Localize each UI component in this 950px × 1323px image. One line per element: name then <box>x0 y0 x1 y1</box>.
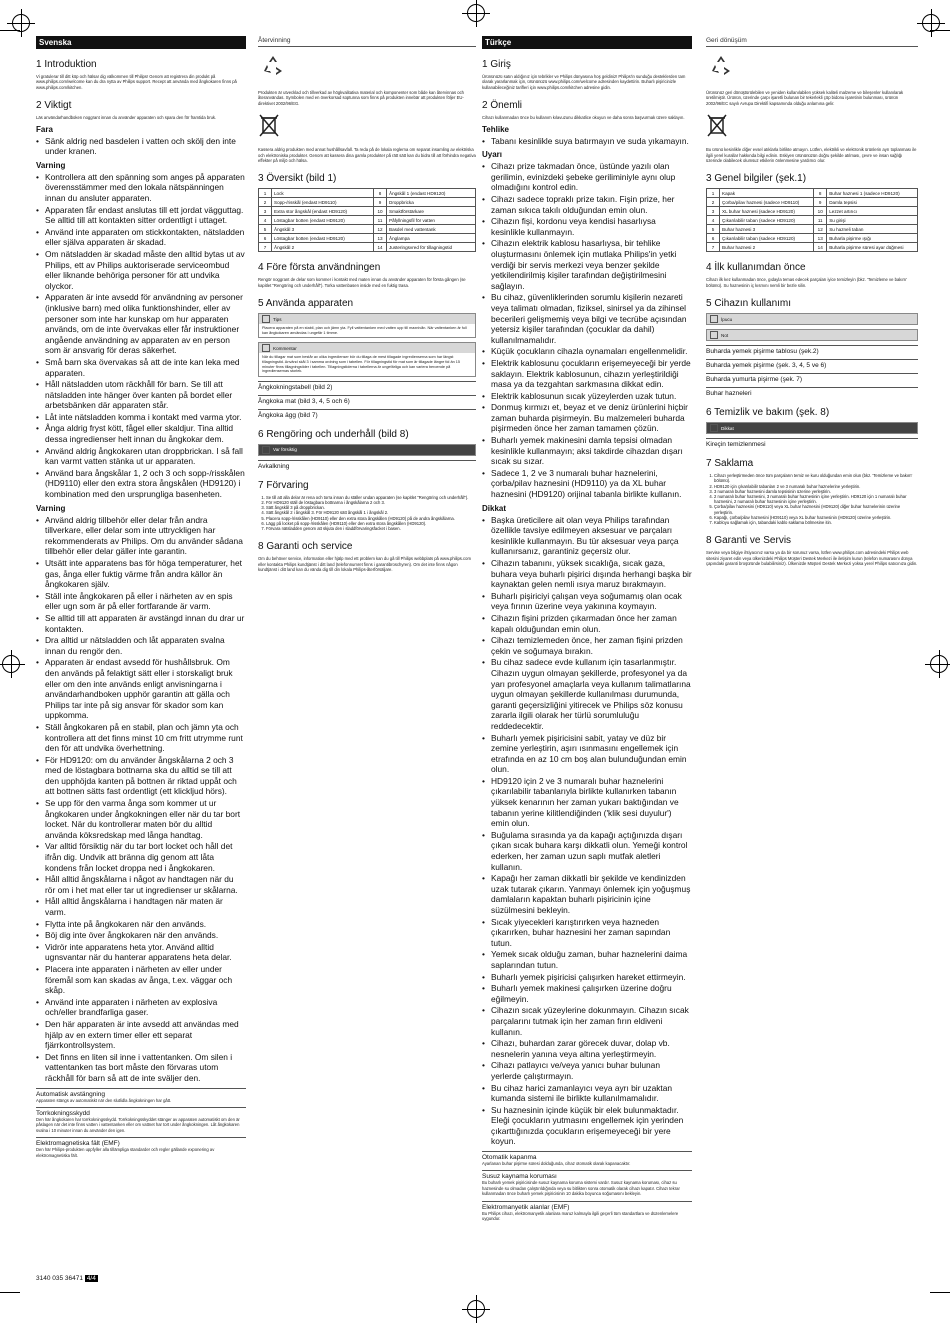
list-item: • För HD9120: om du använder ångskålarna 2 och 3 med de löstagbara bottnarna ska du alltid se till att den upphöjda kanten på bottnen är riktad uppåt och att bottnen sätts fast ordentligt (ett klickljud hörs). <box>36 755 246 797</box>
list-item: • Använd bara ångskålar 1, 2 och 3 och sopp-/risskålen (HD9110) eller den extra stora ångskålen (HD9120) i kombination med den ursprungliga basenheten. <box>36 468 246 500</box>
comment-label: Kommentar <box>273 345 297 351</box>
caution-list <box>482 515 692 1147</box>
list-item: • Kapağı her zaman dikkatli bir şekilde ve kendinizden uzak tutarak çıkarın. Yanmayı önlemek için yoğuşmuş damlaların kapaktan buharlı pişiricinin içine süzülmesini bekleyin. <box>482 873 692 915</box>
tip-label: İpucu <box>721 316 733 322</box>
emf-heading: Elektromanyetik alanlar (EMF) <box>482 1201 692 1211</box>
crop-mark <box>930 1292 950 1293</box>
list-item: • Buharlı yemek makinesi çalışırken üzerine doğru eğilmeyin. <box>482 983 692 1004</box>
list-item: • Buharlı yemek pişiricisi çalışırken hareket ettirmeyin. <box>482 972 692 983</box>
emf-heading: Elektromagnetiska fält (EMF) <box>36 1137 246 1147</box>
crop-mark <box>0 30 20 31</box>
caution-list <box>36 515 246 1084</box>
storage-steps <box>706 473 918 525</box>
danger-list <box>36 136 246 157</box>
section-using-title: 5 Cihazın kullanımı <box>706 298 792 310</box>
list-item: • Cihazı, buhardan zarar görecek duvar, dolap vb. nesnelerin yanına veya altına yerleştirmeyin. <box>482 1038 692 1059</box>
note-label: Not <box>721 332 729 338</box>
caution-heading: Dikkat <box>482 503 507 513</box>
steaming-food-heading: Ångkoka mat (bild 3, 4, 5 och 6) <box>258 395 476 405</box>
list-item: • Buharlı yemek pişiricisini sabit, yatay ve düz bir zemine yerleştirin, aşırı ısınmasını engellemek için etrafında en az 10 cm boş alan bulunduğundan emin olun. <box>482 733 692 775</box>
section-before-first-use-title: 4 İlk kullanımdan önce <box>706 262 806 274</box>
list-item: • Håll nätsladden utom räckhåll för barn. Se till att nätsladden inte hänger över kanten på bordet eller arbetsbänken där apparaten står. <box>36 379 246 411</box>
language-header-swedish: Svenska <box>36 36 246 49</box>
list-item: • Elektrik kablosunu çocukların erişemeyeceği bir yerde saklayın. Elektrik kablosunun, cihazın yerleştirildiği masa ya da tezgahtan sarkmasına dikkat edin. <box>482 358 692 390</box>
section-storage-title: 7 Saklama <box>706 458 754 470</box>
table-row: 1 Lock 8 Ångskål 1 (endast HD9120) <box>259 189 476 198</box>
list-item: • Använd aldrig ångkokaren utan droppbrickan. I så fall kan varmt vatten stänka ut ur apparaten. <box>36 446 246 467</box>
list-item: • Cihazın tabanını, yüksek sıcaklığa, sıcak gaza, buhara veya buharlı pişirici dışında herhangi başka bir kaynaktan gelen nemli ısıya maruz bırakmayın. <box>482 558 692 590</box>
list-item: • Vidrör inte apparatens heta ytor. Använd alltid ugnsvantar när du hanterar apparatens heta delar. <box>36 942 246 963</box>
list-item: • Elektrik kablosunun sıcak yüzeylerden uzak tutun. <box>482 391 692 402</box>
section-before-first-use-title: 4 Före första användningen <box>258 262 381 274</box>
steam-baskets-heading: Buhar hazneleri <box>706 387 918 397</box>
list-item: 2. För HD9120 ställ de löstagbara bottnarna i ångskålarna 2 och 3. <box>266 500 476 505</box>
comment-text: När du tillagar mat som består av olika ingredienser bör du tillaga de mest tillagade ingredienserna som har längst tillagningstid. Använd skål 3 i samma ordning som i tabellen. För tillagningstid för mat som är tillagade längre tid än 15 minuter finns tillagningstider i tabellen. Tillagningstiderna i tabellerna är ungefärliga och kan variera beroende på ingrediensernas storlek. <box>262 355 460 374</box>
table-row: 2 Sopp-/risskål (endast HD9110) 9 Droppbricka <box>259 198 476 207</box>
crop-mark <box>0 1292 20 1293</box>
list-item: 2. HD9120 için çıkarılabilir tabanları 2 ve 3 numaralı buhar haznelerine yerleştirin. <box>714 484 918 489</box>
list-item: • Apparaten får endast anslutas till ett jordat vägguttag. Se alltid till att kontakten sitter ordentligt i uttaget. <box>36 205 246 226</box>
list-item: 5. Çorba/pilav haznesini (HD9110) veya XL buhar haznesini (HD9120) diğer buhar haznelerinin üzerine yerleştirin. <box>714 504 918 514</box>
table-row: 3 Extra stor ångskål (endast HD9120) 10 Smaktförstärkare <box>259 207 476 216</box>
list-item: • Det finns en liten sil inne i vattentanken. Om silen i vattentanken tas bort måste den förvaras utom räckhåll för barn så att de inte sväljer den. <box>36 1052 246 1084</box>
warning-list <box>36 172 246 500</box>
list-item: • Små barn ska övervakas så att de inte kan leka med apparaten. <box>36 357 246 378</box>
tip-box <box>258 313 476 338</box>
section-guarantee-text: Servise veya bilgiye ihtiyacınız varsa ya da bir sorunuz varsa, lütfen www.philips.com adresindeki Philips web sitesini ziyaret edin veya ülkenizdeki Philips Müşteri Destek Merkezi ile iletişim kurun (telefon numarasını dünya çapındaki garanti broşüründe bulabilirsiniz). Ülkenizde Müşteri Destek Merkezi yoksa yerel Philips satıcınıza gidin. <box>706 550 918 567</box>
steaming-eggs-heading: Buharda yumurta pişirme (şek. 7) <box>706 373 918 383</box>
overview-glossary-table <box>706 188 918 252</box>
registration-mark-bottom-center <box>467 1300 485 1318</box>
tip-text: Placera apparaten på en stabil, plan och jämn yta. Fyll vattentanken med vatten upp till maxnivån. När vattentanken är full kan ångkokaren användas i ungefär 1 timme. <box>262 326 467 335</box>
list-item: • Cihazı sadece topraklı prize takın. Fişin prize, her zaman sıkıca takılı olduğundan emin olun. <box>482 194 692 215</box>
warning-icon <box>262 446 270 454</box>
list-item: 5. Placera sopp-/risskålen (HD9110) eller den extra stora ångskålen (HD9120) på de andra ångskålarna. <box>266 516 476 521</box>
list-item: • Om nätsladden är skadad måste den alltid bytas ut av Philips, ett av Philips auktoriserade serviceombud eller liknande behöriga personer för att undvika olyckor. <box>36 249 246 291</box>
list-item: 7. Kabloyu sağlamak için, tabandaki kablo saklama bölmesine itin. <box>714 520 918 525</box>
list-item: • Flytta inte på ångkokaren när den används. <box>36 919 246 930</box>
steaming-food-heading: Buharda yemek pişirme (şek. 3, 4, 5 ve 6) <box>706 359 918 369</box>
tip-label: Tips <box>273 316 282 322</box>
list-item: • Bu cihaz harici zamanlayıcı veya ayrı bir uzaktan kumanda sistemi ile birlikte kullanılmamalıdır. <box>482 1083 692 1104</box>
environment-header: Återvinning <box>258 36 476 47</box>
recycle-icon <box>260 53 286 79</box>
list-item: • Apparaten är inte avsedd för användning av personer (inklusive barn) med olika funktionshinder, eller av personer som inte har kunskap om hur apparaten används, om de inte övervakas eller får instruktioner angående användning av apparaten av en person som är ansvarig för deras säkerhet. <box>36 292 246 356</box>
document-footer <box>36 1275 98 1282</box>
section-introduction-text: Ürününüzü satın aldığınız için tebrikler ve Philips dünyasına hoş geldiniz! Philips'in sunduğu desteklerden tam olarak yararlanmak için, ürününüzü www.philips.com/welcome adresinden kaydettirin. Buharlı pişiricinizle kullanabileceğiniz tarifleri için www.philips.com/kitchen adresine gidin. <box>482 74 686 90</box>
dry-boil-text: Bu buharlı yemek pişiricisinde susuz kaynama koruma sistemi vardır. Susuz kaynama koruması, cihaz su haznesinde su olmadan çalıştırıldığında veya su bitlikten sonra otomatik olarak cihazı kapatır. Cihazı tekrar kullanmadan önce buharlı yemek pişiricisinin 10 dakika boyunca soğumasını bekleyin. <box>482 1180 680 1197</box>
recycle-text-2: Kassera aldrig produkten med annat hushållsavfall. Ta reda på de lokala reglerna om separat insamling av elektriska och elektroniska produkter. Genom att kassera dina gamla produkter på rätt sätt kan du bidra till att förhindra negativa effekter på miljö och hälsa. <box>258 147 476 164</box>
list-item: • Sänk aldrig ned basdelen i vatten och skölj den inte under kranen. <box>36 136 246 157</box>
list-item: • Başka üreticilere ait olan veya Philips tarafından özellikle tavsiye edilmeyen aksesuar ve parçaları kesinlikle kullanmayın. Bu tür aksesuar veya parça kullanırsanız, garantiniz geçersiz olur. <box>482 515 692 557</box>
list-item: • Sıcak yiyecekleri karıştırırken veya hazneden çıkarırken, buhar haznesini her zaman sapından tutun. <box>482 917 692 949</box>
section-cleaning-title: 6 Temizlik ve bakım (şek. 8) <box>706 407 830 419</box>
list-item: • Cihazı patlayıcı ve/veya yanıcı buhar bulunan yerlerde çalıştırmayın. <box>482 1060 692 1081</box>
table-row: 7 Ångskål 2 14 Justeringsvred för tillagningstid <box>259 243 476 252</box>
section-important-title: 2 Viktigt <box>36 100 72 112</box>
table-row: 6 Çıkarılabilir taban (sadece HD9120) 13 Buharla pişirme ışığı <box>707 234 918 243</box>
section-introduction-text: Vi gratulerar till ditt köp och hälsar dig välkommen till Philips! Genom att registrera din produkt på www.philips.com/welcome kan du dra nytta av Philips support. Recept att använda med ångkokaren finns på www.philips.com/kitchen. <box>36 74 237 90</box>
section-storage-title: 7 Förvaring <box>258 479 309 491</box>
section-guarantee-text: Om du behöver service, information eller hjälp med ett problem kan du gå till Philips webbplats på www.philips.com eller kontakta Philips kundtjänst i ditt land (telefonnumret finns i garantibroschyren). Om det inte finns någon kundtjänst i ditt land kan du vända dig till din lokala Philips-återförsäljare. <box>258 556 471 573</box>
emf-text: Bu Philips cihazı, elektromanyetik alanlara maruz kalmayla ilgili geçerli tüm standartlara ve düzenlemelere uygundur. <box>482 1210 679 1222</box>
section-cleaning-title: 6 Rengöring och underhåll (bild 8) <box>258 428 409 440</box>
registration-mark-left <box>2 655 20 673</box>
list-item: • Apparaten är endast avsedd för hushållsbruk. Om den används på felaktigt sätt eller i storskaligt bruk eller om den inte används enligt anvisningarna i användarhandboken upphör garantin att gälla och Philips tar inte på sig ansvar för skador som kan uppkomma. <box>36 657 246 721</box>
list-item: 6. Lägg på locket på sopp-/risskålen (HD9110) eller den extra stora ångskålen (HD9120). <box>266 521 476 526</box>
table-row: 4 Çıkarılabilir taban (sadece HD9120) 11 Su girişi <box>707 216 918 225</box>
recycle-icon <box>708 53 734 79</box>
list-item: 7. Förvara nätsladden genom att skjuta den i sladdförvaringsfacket i basen. <box>266 526 476 531</box>
steaming-table-heading: Buharda yemek pişirme tablosu (şek.2) <box>706 345 918 355</box>
auto-off-heading: Automatisk avstängning <box>36 1088 246 1098</box>
section-overview-title: 3 Genel bilgiler (şek.1) <box>706 173 807 185</box>
list-item: • Cihazın fişini prizden çıkarmadan önce her zaman kapalı olduğundan emin olun. <box>482 613 692 634</box>
steaming-table-heading: Ångkokningstabell (bild 2) <box>258 381 476 391</box>
swedish-column-2 <box>258 36 476 574</box>
tip-icon <box>262 315 270 323</box>
table-row: 7 Buhar haznesi 2 14 Buharla pişirme süresi ayar düğmesi <box>707 243 918 252</box>
tip-icon <box>710 315 718 323</box>
environment-header: Geri dönüşüm <box>706 36 918 47</box>
note-box <box>706 329 918 341</box>
list-item: • Använd inte apparaten i närheten av explosiva och/eller brandfarliga gaser. <box>36 997 246 1018</box>
list-item: • HD9120 için 2 ve 3 numaralı buhar haznelerini çıkarılabilir tabanlarıyla birlikte kullanırken tabanın yüksek kenarının her zaman yukarı baktığından ve tabanın yerine kilitlendiğinden ('klik sesi duyulur') emin olun. <box>482 776 692 829</box>
list-item: • Cihazı temizlemeden önce, her zaman fişini prizden çekin ve soğumaya bırakın. <box>482 635 692 656</box>
caution-label: Dikkat <box>721 425 734 431</box>
warning-heading: Uyarı <box>482 150 503 160</box>
section-overview-title: 3 Översikt (bild 1) <box>258 173 337 185</box>
list-item: • Sadece 1, 2 ve 3 numaralı buhar haznelerini, çorba/pilav haznesini (HD9110) ya da XL buhar haznesini (HD9120) orijinal tabanla birlikte kullanın. <box>482 468 692 500</box>
caution-box <box>258 444 476 456</box>
registration-mark-top-center <box>467 4 485 22</box>
document-code: 3140 035 36471 <box>36 1275 83 1282</box>
overview-glossary-table <box>258 188 476 252</box>
list-item: • Tabanı kesinlikle suya batırmayın ve suda yıkamayın. <box>482 136 692 147</box>
note-icon <box>710 331 718 339</box>
table-row: 2 Çorba/pilav haznesi (sadece HD9110) 9 Damla tepsisi <box>707 198 918 207</box>
section-important-title: 2 Önemli <box>482 100 523 112</box>
table-row: 3 XL buhar haznesi (sadece HD9120) 10 Lezzet artırıcı <box>707 207 918 216</box>
table-row: 5 Buhar haznesi 3 12 Su hazneli taban <box>707 225 918 234</box>
warning-list <box>482 161 692 499</box>
list-item: • Küçük çocukların cihazla oynamaları engellenmelidir. <box>482 346 692 357</box>
list-item: • Yemek sıcak olduğu zaman, buhar haznelerini daima saplarından tutun. <box>482 949 692 970</box>
turkish-column-2 <box>706 36 918 569</box>
section-before-first-use-text: Cihazı ilk kez kullanmadan önce, gıdayla temas edecek parçaları iyice temizleyin (bkz. 'Temizleme ve bakım' bölümü). Su haznesinin iç kısmını nemli bir bezle silin. <box>706 277 907 288</box>
list-item: • Dra alltid ur nätsladden och låt apparaten svalna innan du rengör den. <box>36 635 246 656</box>
tip-box <box>706 313 918 325</box>
descaling-heading: Kireçin temizlenmesi <box>706 438 918 448</box>
auto-off-text: Ayarlanan buhar pişirme süresi dolduğunda, cihaz otomatik olarak kapanacaktır. <box>482 1161 631 1167</box>
list-item: • Bu cihaz sadece evde kullanım için tasarlanmıştır. Cihazın uygun olmayan şekillerde, profesyonel ya da yarı profesyonel amaçlarla veya kullanım talimatlarına uygun olmayan şekillerde kullanılması durumunda, garanti geçersizliğini yitirecek ve Philips söz konusu zararla ilgili olarak her türlü sorumluluğu reddedecektir. <box>482 657 692 731</box>
language-header-turkish: Türkçe <box>482 36 692 49</box>
auto-off-text: Apparaten stängs av automatiskt när den slutlidla ångkokningen har gått. <box>36 1097 172 1103</box>
list-item: • Ånga aldrig fryst kött, fågel eller skaldjur. Tina alltid dessa ingredienser helt innan du ångkokar dem. <box>36 423 246 444</box>
page-number: 4/4 <box>86 1275 96 1282</box>
list-item: • Buharlı pişiriciyi çalışan veya soğumamış olan ocak veya fırının üzerine veya yakınına koymayın. <box>482 591 692 612</box>
section-important-text: Läs användarhandboken noggrant innan du använder apparaten och spara den för framtida bruk. <box>36 115 217 121</box>
comment-icon <box>262 344 270 352</box>
list-item: • Cihazın fişi, kordonu veya kendisi hasarlıysa kesinlikle kullanmayın. <box>482 216 692 237</box>
caution-heading: Varning <box>36 503 66 513</box>
list-item: 1. Se till att alla delar är rena och torra innan du ställer undan apparaten (se kapitlet "Rengöring och underhåll"). <box>266 495 476 500</box>
turkish-column-1 <box>482 36 692 1224</box>
list-item: • Använd aldrig tillbehör eller delar från andra tillverkare, eller delar som inte uttryckligen har rekommenderats av Philips. Om du använder sådana tillbehör eller delar gäller inte garantin. <box>36 515 246 557</box>
list-item: • Böj dig inte över ångkokaren när den används. <box>36 930 246 941</box>
caution-box <box>706 422 918 434</box>
table-row: 1 Kapak 8 Buhar haznesi 1 (sadece HD9120) <box>707 189 918 198</box>
section-guarantee-title: 8 Garanti och service <box>258 541 353 553</box>
dry-boil-text: Den här ångkokaren har torrkokningsskydd. Torrkokningsskyddet stänger av apparaten automatiskt om den är påslagen när det inte finns vatten i vattentanken eller om vattnet har tort under ångkokningen. Låt ångkokaren svalna i 10 minuter innan du använder den igen. <box>36 1116 240 1133</box>
emf-text: Den här Philips-produkten uppfyller alla tillämpliga standarder och regler gällande exponering av elektromagnetiska fält. <box>36 1147 215 1158</box>
danger-heading: Fara <box>36 124 53 134</box>
list-item: • Använd inte apparaten om stickkontakten, nätsladden eller själva apparaten är skadad. <box>36 227 246 248</box>
recycle-text: Produkten är utvecklad och tillverkad av högkvalitativa material och komponenter som både kan återvinnas och återanvändas. Symbolen med en överkorsad soptunna som finns på produkten innebär att produkten följer EU-direktivet 2002/96/EG. <box>258 90 464 106</box>
danger-heading: Tehlike <box>482 124 509 134</box>
warning-icon <box>710 424 718 432</box>
dry-boil-heading: Torrkokningsskydd <box>36 1107 246 1117</box>
list-item: • Den här apparaten är inte avsedd att användas med hjälp av en extern timer eller ett separat fjärrkontrollsystem. <box>36 1019 246 1051</box>
list-item: • Låt inte nätsladden komma i kontakt med varma ytor. <box>36 412 246 423</box>
list-item: • Utsätt inte apparatens bas för höga temperaturer, het gas, ånga eller fuktig värme från andra källor än ångkokaren själv. <box>36 558 246 590</box>
list-item: • Ställ ångkokaren på en stabil, plan och jämn yta och kontrollera att det finns minst 10 cm fritt utrymme runt den för att undvika överhettning. <box>36 722 246 754</box>
list-item: • Bu cihaz, güvenliklerinden sorumlu kişilerin nezareti veya talimatı olmadan, fiziksel, sinirsel ya da zihinsel becerileri gelişmemiş veya bilgi ve tecrübe açısından yetersiz kişiler tarafından (çocuklar da dahil) kullanılmamalıdır. <box>482 292 692 345</box>
list-item: • Su haznesinin içinde küçük bir elek bulunmaktadır. Eleği çocukların yutmasını engellemek için yerinden çıkarttığınızda çocukların erişemeyeceği bir yere koyun. <box>482 1105 692 1147</box>
dry-boil-heading: Susuz kaynama koruması <box>482 1170 692 1180</box>
list-item: • Håll alltid ångskålarna i handtagen när maten är varm. <box>36 896 246 917</box>
warning-heading: Varning <box>36 160 66 170</box>
recycle-text-2: Bu ürünü kesinlikle diğer evsel atıklarla birlikte atmayın. Lütfen, elektrikli ve elektronik ürünlerin ayrı toplanması ile ilgili yerel kurallar hakkında bilgi edinin. Eskiyen ürününüzün doğru şekilde atılması, çevre ve insan sağlığı üzerinde olabilecek olumsuz etkilerin önlenmesine yardımcı olur. <box>706 147 917 164</box>
recycle-text: Ürününüz geri dönüştürülebilen ve yeniden kullanılabilen yüksek kaliteli malzeme ve bileşenler kullanılarak üretilmiştir. Ürünün, üzerinde çarpı işaretli bulunan bir tekerlekli çöp bidonu işaretinin bulunması, ürünün 2002/96/EC sayılı Avrupa Direktifi kapsamında olduğu anlamına gelir. <box>706 90 904 106</box>
list-item: • Kontrollera att den spänning som anges på apparaten överensstämmer med den lokala nätspänningen innan du ansluter apparaten. <box>36 172 246 204</box>
section-introduction-title: 1 Giriş <box>482 59 511 70</box>
list-item: • Placera inte apparaten i närheten av eller under föremål som kan skadas av ånga, t.ex. väggar och skåp. <box>36 964 246 996</box>
list-item: • Se upp för den varma ånga som kommer ut ur ångkokaren under ångkokningen eller när du tar bort locket. När du kontrollerar maten bör du alltid använda köksredskap med långa handtag. <box>36 798 246 840</box>
list-item: • Se alltid till att apparaten är avstängd innan du drar ur kontakten. <box>36 613 246 634</box>
descaling-heading: Avkalkning <box>258 460 476 470</box>
section-guarantee-title: 8 Garanti ve Servis <box>706 535 792 547</box>
table-row: 5 Ångskål 3 12 Basdel med vattentank <box>259 225 476 234</box>
crossed-bin-icon <box>706 112 728 138</box>
comment-box <box>258 342 476 376</box>
list-item: 1. Cihazı yerleştirmeden önce tüm parçaların temiz ve kuru olduğundan emin olun (bkz. 'Temizleme ve bakım' bölümü). <box>714 473 918 483</box>
storage-steps <box>258 495 476 531</box>
list-item: • Ställ inte ångkokaren på eller i närheten av en spis eller ugn som är på eller fortfarande är varm. <box>36 591 246 612</box>
registration-mark-right <box>930 655 948 673</box>
table-row: 6 Löstagbar botten (endast HD9120) 13 Ånglampa <box>259 234 476 243</box>
section-important-text: Cihazı kullanmadan önce bu kullanım kılavuzunu dikkatlice okuyun ve daha sonra başvurmak üzere saklayın. <box>482 115 685 121</box>
auto-off-heading: Otomatik kapanma <box>482 1151 692 1161</box>
list-item: • Buğulama sırasında ya da kapağı açtığınızda dışarı çıkan sıcak buhara karşı dikkatli olun. Yemeği kontrol ederken, her zaman uzun saplı mutfak aletleri kullanın. <box>482 830 692 872</box>
swedish-column-1 <box>36 36 246 1160</box>
danger-list <box>482 136 692 147</box>
list-item: 4. Sätt ångskål 2 i ångskål 3. För HD9120 sätt ångskål 1 i ångskål 2. <box>266 510 476 515</box>
list-item: • Buharlı yemek makinesini damla tepsisi olmadan kesinlikle kullanmayın; aksi takdirde cihazdan dışarı sıcak su sızar. <box>482 435 692 467</box>
list-item: 3. Sätt ångskål 3 på droppbrickan. <box>266 505 476 510</box>
table-row: 4 Löstagbar botten (endast HD9120) 11 Påfyllningsfil för vatten <box>259 216 476 225</box>
section-before-first-use-text: Rengör noggrant de delar som kommer i kontakt med maten innan du använder apparaten för första gången (se kapitlet "Rengöring och underhåll"). Torka vattenbasen inside med en fuktig trasa. <box>258 277 466 288</box>
crossed-bin-icon <box>258 112 280 138</box>
list-item: 6. Kapağı, çorba/pilav haznesini (HD9110) veya XL buhar haznesinin (HD9120) üzerine yerleştirin. <box>714 515 918 520</box>
steaming-eggs-heading: Ångkoka ägg (bild 7) <box>258 409 476 419</box>
crop-mark <box>930 30 950 31</box>
section-introduction-title: 1 Introduktion <box>36 59 97 70</box>
list-item: • Var alltid försiktig när du tar bort locket och håll det ifrån dig. Undvik att bränna dig genom att låta kondens från locket droppa ned i ångkokaren. <box>36 841 246 873</box>
caution-label: Var försiktig <box>273 447 297 453</box>
list-item: • Cihazın elektrik kablosu hasarlıysa, bir tehlike oluşturmasını önlemek için mutlaka Philips'in yetki verdiği bir servis merkezi veya benzer şekilde yetkilendirilmiş kişiler tarafından değiştirilmesini sağlayın. <box>482 238 692 291</box>
list-item: 4. 2 numaralı buhar haznesini, 3 numaralı buhar haznesinin içine yerleştirin. HD9120 için 1 numaralı buhar haznesini, 2 numaralı buhar haznesinin içine yerleştirin. <box>714 494 918 504</box>
list-item: • Cihazın sıcak yüzeylerine dokunmayın. Cihazın sıcak parçalarını tutmak için her zaman fırın eldiveni kullanın. <box>482 1005 692 1037</box>
list-item: • Donmuş kırmızı et, beyaz et ve deniz ürünlerini hiçbir zaman buharda pişirmeyin. Bu malzemeleri buharda pişirmeden önce her zaman tamamen çözün. <box>482 402 692 434</box>
section-using-title: 5 Använda apparaten <box>258 298 354 310</box>
list-item: • Cihazı prize takmadan önce, üstünde yazılı olan gerilimin, evinizdeki şebeke geriliminiyle aynı olup olmadığını kontrol edin. <box>482 161 692 193</box>
list-item: 3. 3 numaralı buhar haznesini damla tepsisinin üzerine yerleştirin. <box>714 489 918 494</box>
list-item: • Håll alltid ångskålarna i något av handtagen när du rör om i het mat eller tar ut ingredienser ur skålarna. <box>36 874 246 895</box>
